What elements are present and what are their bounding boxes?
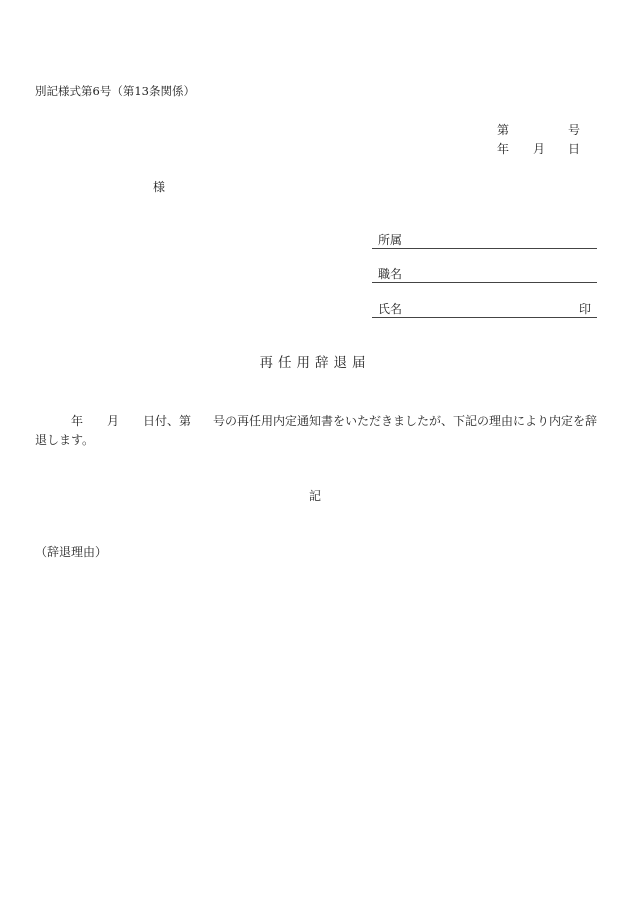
addressee-honorific: 様 [153,180,166,194]
body-text: 号の再任用内定通知書をいただきましたが、下記の理由により内定を辞 [213,414,598,428]
name-label: 氏名 [378,302,403,316]
seal-label: 印 [578,302,591,316]
affiliation-field[interactable] [372,234,597,249]
form-label: 別記様式第6号（第13条関係） [35,84,195,98]
date-month-label: 月 [533,142,546,156]
date-day-label: 日 [568,142,581,156]
body-year-label: 年 [71,414,84,428]
date-year-label: 年 [497,142,510,156]
body-month-label: 月 [107,414,120,428]
ki-heading: 記 [308,489,321,503]
name-field[interactable] [372,303,597,318]
position-label: 職名 [378,267,403,281]
reason-label: （辞退理由） [35,545,108,559]
number-prefix: 第 [497,123,510,137]
number-suffix: 号 [568,123,581,137]
body-day-number-label: 日付、第 [143,414,192,428]
affiliation-label: 所属 [378,233,403,247]
document-title: 再任用辞退届 [259,355,371,371]
position-field[interactable] [372,268,597,283]
body-line-2: 退します。 [35,433,95,447]
